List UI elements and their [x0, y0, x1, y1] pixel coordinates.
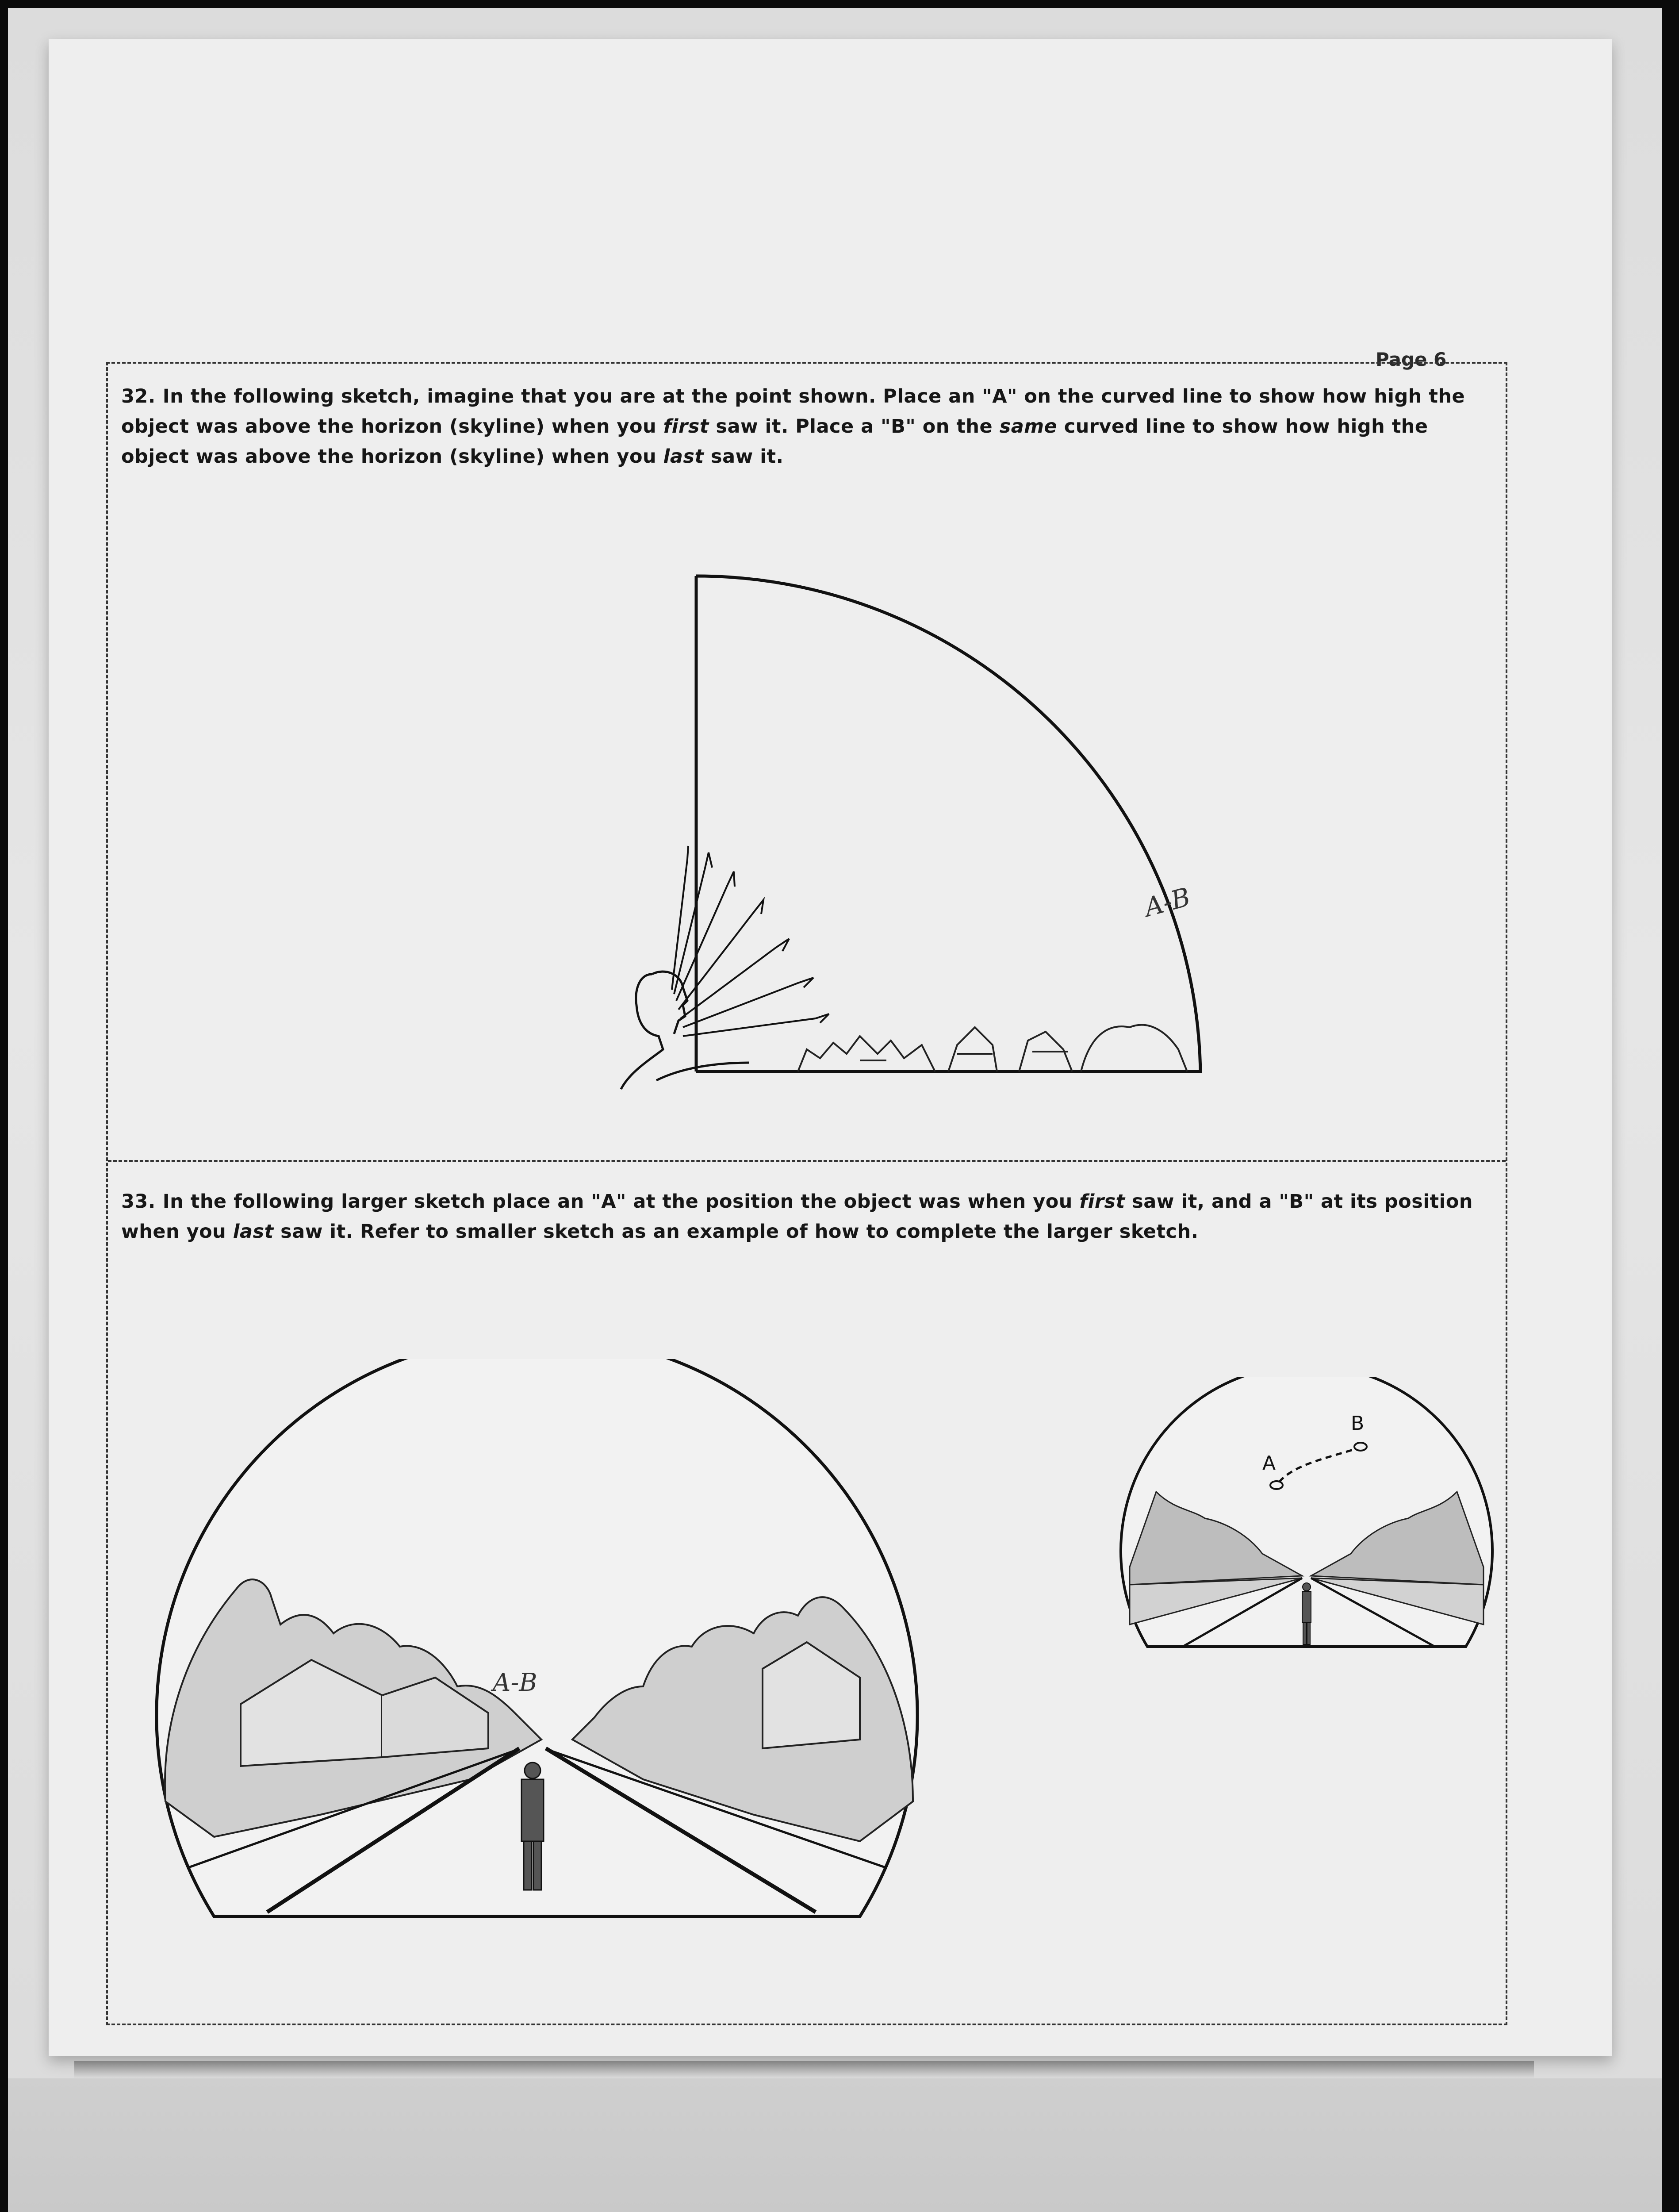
example-label-b: B	[1351, 1412, 1365, 1435]
quarter-circle-sketch	[550, 558, 1214, 1107]
photograph	[8, 8, 1662, 2212]
question-divider	[108, 1160, 1506, 1162]
handwritten-answer-32: A-B	[1141, 881, 1194, 923]
question-32-text: 32. In the following sketch, imagine that you are at the point shown. Place an "A" on the curved line to show how high the object was above the horizon (skyline) when you first saw it. Place a "B" on the same curved line to show how high the object was above the horizon (skyline) when you last saw it.	[121, 381, 1484, 472]
small-example-sketch	[1116, 1377, 1497, 1660]
skyline-arc	[696, 576, 1200, 1071]
object-position-a-marker	[1270, 1481, 1283, 1489]
question-33-number: 33.	[121, 1190, 156, 1213]
skyline-houses	[798, 1025, 1187, 1071]
page-number: Page 6	[1376, 349, 1447, 370]
questions-frame	[106, 362, 1507, 2025]
page-shadow	[74, 2061, 1534, 2078]
handwritten-answer-33: A-B	[493, 1668, 537, 1697]
example-label-a: A	[1262, 1452, 1276, 1475]
question-33-text: 33. In the following larger sketch place an "A" at the position the object was when you first saw it, and a "B" at its position when you last saw it. Refer to smaller sketch as an example of how to complete the larger sketch.	[121, 1187, 1484, 1247]
background-surface	[8, 2078, 1662, 2212]
question-32-number: 32.	[121, 385, 156, 407]
small-sketch-figure	[1302, 1583, 1311, 1644]
object-position-b-marker	[1354, 1443, 1367, 1451]
questionnaire-page	[49, 39, 1612, 2056]
large-street-sketch	[134, 1359, 931, 1934]
